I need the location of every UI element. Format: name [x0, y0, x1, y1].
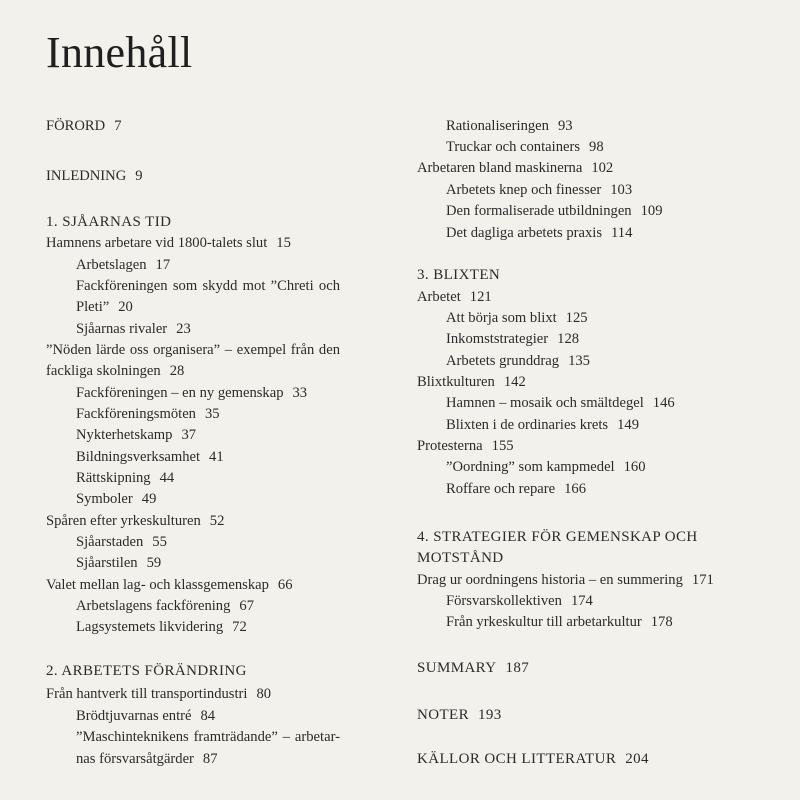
toc-entry-title: Lagsystemets likvidering	[76, 619, 224, 635]
toc-entry-page-number: 142	[503, 374, 526, 390]
toc-entry-page-number: 67	[239, 598, 254, 614]
toc-entry-page-number: 102	[591, 160, 614, 176]
toc-entry	[417, 571, 714, 589]
toc-entry-title: Fackföreningen som skydd mot ”Chreti och	[76, 278, 340, 294]
toc-entry-title: Blixten i de ordinaries krets	[446, 417, 609, 433]
toc-entry-title: Arbetets knep och finesser	[446, 182, 602, 198]
toc-entry-title: SUMMARY	[417, 660, 497, 676]
toc-entry-page-number: 193	[478, 707, 502, 723]
toc-entry-title: Det dagliga arbetets praxis	[446, 225, 603, 241]
toc-entry-title: Försvarskollektiven	[446, 593, 562, 609]
toc-entry	[76, 469, 174, 487]
toc-entry-page-number: 125	[565, 310, 588, 326]
toc-entry-title: Protesterna	[417, 438, 483, 454]
toc-entry	[76, 298, 133, 316]
toc-entry-page-number: 171	[691, 572, 714, 588]
toc-entry-page-number: 49	[141, 491, 157, 507]
toc-entry-title: ”Nöden lärde oss organisera” – exempel från den	[46, 342, 340, 358]
toc-entry-title: Blixtkulturen	[417, 374, 495, 390]
toc-entry	[46, 362, 184, 380]
toc-entry-title: 1. SJÅARNAS TID	[46, 214, 172, 230]
toc-entry-page-number: 33	[292, 385, 308, 401]
page-title: Innehåll	[46, 28, 193, 77]
toc-entry-title: Arbetets grunddrag	[446, 353, 560, 369]
toc-entry-title: Sjåarnas rivaler	[76, 321, 168, 337]
toc-entry-title: MOTSTÅND	[417, 550, 504, 566]
toc-entry-page-number: 17	[155, 257, 171, 273]
toc-entry-title: Truckar och containers	[446, 139, 581, 155]
toc-entry-title: ”Oordning” som kampmedel	[446, 459, 615, 475]
toc-entry-page-number: 55	[152, 534, 167, 550]
toc-entry-title: Spåren efter yrkeskulturen	[46, 513, 201, 529]
toc-entry	[446, 330, 579, 348]
toc-entry-page-number: 41	[209, 449, 224, 465]
toc-entry-page-number: 98	[589, 139, 604, 155]
toc-entry-page-number: 23	[176, 321, 191, 337]
toc-entry-page-number: 103	[610, 182, 633, 198]
toc-entry-page-number: 72	[232, 619, 247, 635]
toc-entry-title: Att börja som blixt	[446, 310, 557, 326]
toc-entry	[76, 256, 170, 274]
toc-entry	[76, 707, 215, 725]
toc-entry	[46, 234, 291, 252]
toc-entry-title: Fackföreningsmöten	[76, 406, 196, 422]
toc-entry	[446, 458, 646, 476]
toc-entry	[446, 394, 675, 412]
toc-entry-page-number: 35	[204, 406, 220, 422]
toc-entry-title: NOTER	[417, 707, 469, 723]
toc-entry	[417, 159, 613, 177]
toc-entry-page-number: 80	[256, 686, 272, 702]
toc-entry	[76, 618, 247, 636]
toc-entry-title: 2. ARBETETS FÖRÄNDRING	[46, 663, 247, 679]
toc-entry-page-number: 187	[505, 660, 530, 676]
toc-entry-title: Arbetslagen	[76, 257, 147, 273]
toc-entry	[46, 576, 292, 594]
toc-entry-title: Hamnen – mosaik och smältdegel	[446, 395, 644, 411]
toc-entry	[46, 117, 122, 135]
toc-entry	[417, 373, 526, 391]
toc-entry-title: INLEDNING	[46, 168, 127, 184]
toc-entry-page-number: 178	[650, 614, 673, 630]
toc-entry-title: Brödtjuvarnas entré	[76, 708, 192, 724]
toc-entry-title: Rättskipning	[76, 470, 151, 486]
toc-entry-page-number: 146	[652, 395, 675, 411]
toc-entry-page-number: 160	[623, 459, 646, 475]
toc-entry	[76, 533, 167, 551]
toc-entry	[76, 750, 218, 768]
toc-entry-page-number: 84	[200, 708, 216, 724]
toc-entry-page-number: 174	[570, 593, 593, 609]
toc-entry-title: Sjåarstilen	[76, 555, 138, 571]
toc-entry-title: ”Maschinteknikens framträdande” – arbetar-	[76, 729, 340, 745]
toc-entry-title: fackliga skolningen	[46, 363, 161, 379]
toc-entry	[446, 138, 604, 156]
toc-entry	[446, 613, 673, 631]
toc-entry-title: 3. BLIXTEN	[417, 267, 501, 283]
toc-entry	[76, 320, 191, 338]
toc-entry	[417, 549, 504, 567]
toc-entry-title: FÖRORD	[46, 118, 106, 134]
toc-entry-title: Pleti”	[76, 299, 110, 315]
toc-entry-page-number: 114	[611, 225, 633, 241]
toc-entry	[76, 490, 156, 508]
toc-entry-title: Arbetaren bland maskinerna	[417, 160, 583, 176]
toc-entry	[76, 384, 307, 402]
toc-entry	[446, 224, 632, 242]
toc-entry-page-number: 66	[277, 577, 293, 593]
toc-entry-page-number: 93	[557, 118, 573, 134]
toc-entry	[76, 597, 254, 615]
toc-entry	[76, 728, 340, 746]
toc-entry	[76, 405, 220, 423]
toc-entry-page-number: 121	[469, 289, 492, 305]
toc-entry-title: Nykterhetskamp	[76, 427, 173, 443]
toc-entry-page-number: 128	[557, 331, 580, 347]
toc-entry-title: Symboler	[76, 491, 133, 507]
toc-entry	[446, 309, 588, 327]
toc-entry-title: Rationaliseringen	[446, 118, 549, 134]
toc-entry	[446, 117, 573, 135]
toc-entry-page-number: 9	[135, 168, 143, 184]
toc-entry	[46, 167, 143, 185]
toc-entry	[417, 528, 698, 546]
toc-entry-title: Valet mellan lag- och klassgemenskap	[46, 577, 269, 593]
toc-entry	[76, 277, 340, 295]
toc-entry-title: Arbetet	[417, 289, 461, 305]
toc-entry-title: Sjåarstaden	[76, 534, 144, 550]
toc-entry-page-number: 166	[564, 481, 587, 497]
toc-entry	[446, 181, 632, 199]
toc-entry-page-number: 20	[118, 299, 133, 315]
toc-entry	[46, 213, 171, 231]
toc-entry-page-number: 59	[146, 555, 162, 571]
toc-entry-page-number: 37	[181, 427, 197, 443]
toc-entry	[46, 512, 224, 530]
toc-entry-page-number: 28	[169, 363, 185, 379]
toc-entry	[76, 448, 224, 466]
toc-entry-page-number: 204	[625, 751, 649, 767]
toc-entry-page-number: 7	[114, 118, 122, 134]
toc-entry-title: nas försvarsåtgärder	[76, 751, 194, 767]
toc-entry	[417, 706, 502, 724]
toc-entry-page-number: 87	[202, 751, 218, 767]
toc-entry	[446, 592, 593, 610]
toc-entry-title: Drag ur oordningens historia – en summering	[417, 572, 683, 588]
toc-entry	[46, 662, 247, 680]
toc-entry-title: Arbetslagens fackförening	[76, 598, 231, 614]
toc-entry-title: Från hantverk till transportindustri	[46, 686, 248, 702]
toc-entry-title: Inkomststrategier	[446, 331, 549, 347]
toc-entry	[76, 426, 196, 444]
toc-entry	[446, 480, 586, 498]
toc-entry	[417, 266, 500, 284]
toc-entry-page-number: 149	[617, 417, 640, 433]
toc-entry-title: KÄLLOR OCH LITTERATUR	[417, 751, 617, 767]
toc-entry-title: Roffare och repare	[446, 481, 556, 497]
toc-entry-title: 4. STRATEGIER FÖR GEMENSKAP OCH	[417, 529, 698, 545]
toc-entry-page-number: 109	[640, 203, 663, 219]
toc-entry-page-number: 15	[276, 235, 291, 251]
toc-entry-title: Från yrkeskultur till arbetarkultur	[446, 614, 642, 630]
toc-entry-title: Den formaliserade utbildningen	[446, 203, 632, 219]
toc-entry-page-number: 52	[209, 513, 225, 529]
toc-entry	[46, 685, 271, 703]
toc-entry	[46, 341, 340, 359]
toc-entry	[76, 554, 161, 572]
toc-entry-title: Hamnens arbetare vid 1800-talets slut	[46, 235, 268, 251]
toc-entry	[446, 202, 663, 220]
toc-entry-title: Bildningsverksamhet	[76, 449, 201, 465]
toc-entry-title: Fackföreningen – en ny gemenskap	[76, 385, 284, 401]
toc-entry-page-number: 155	[491, 438, 514, 454]
toc-entry	[446, 416, 639, 434]
toc-entry	[417, 750, 649, 768]
toc-entry	[417, 437, 514, 455]
toc-entry-page-number: 44	[159, 470, 175, 486]
toc-entry-page-number: 135	[568, 353, 590, 369]
toc-entry	[417, 659, 529, 677]
toc-entry	[417, 288, 492, 306]
toc-entry	[446, 352, 590, 370]
